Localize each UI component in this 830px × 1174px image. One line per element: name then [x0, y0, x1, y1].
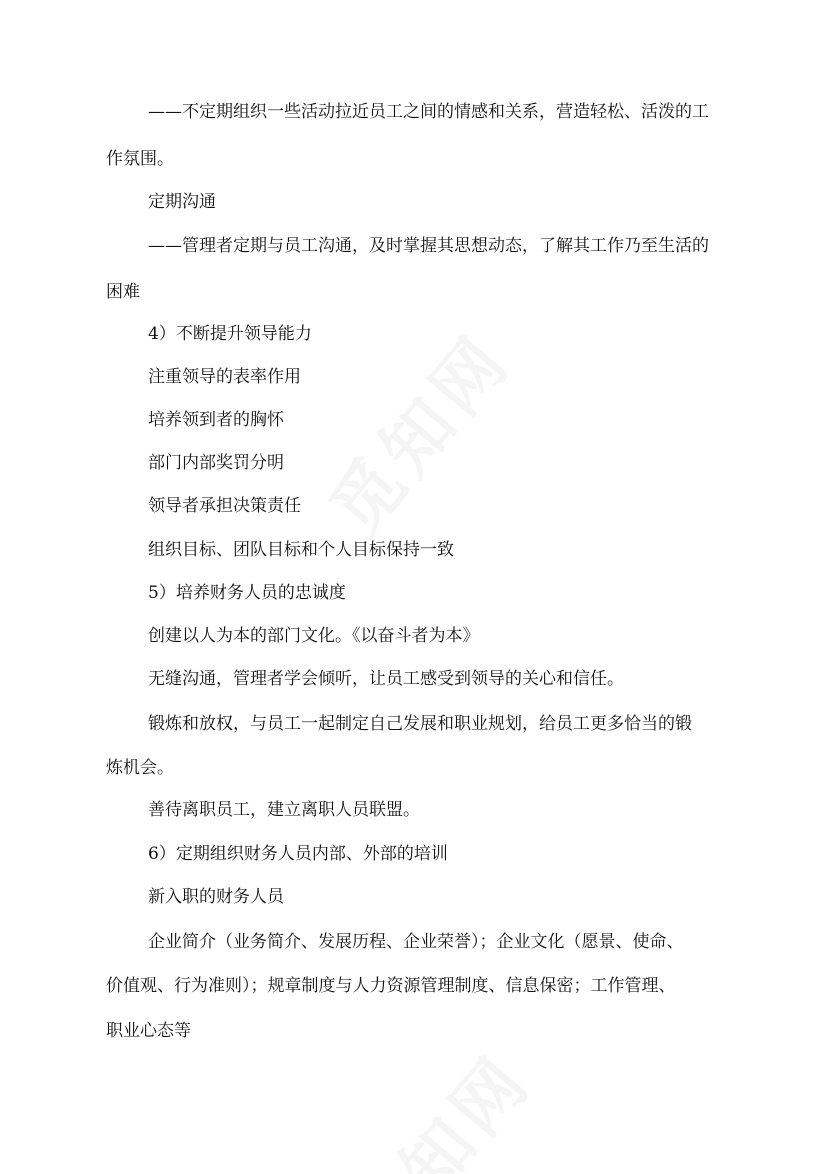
paragraph-line: ——管理者定期与员工沟通，及时掌握其思想动态，了解其工作乃至生活的: [148, 236, 709, 256]
list-item: 部门内部奖罚分明: [148, 453, 284, 473]
paragraph-line: 企业简介（业务简介、发展历程、企业荣誉）；企业文化（愿景、使命、: [148, 932, 684, 952]
list-item: 培养领到者的胸怀: [148, 410, 284, 430]
list-item: 无缝沟通，管理者学会倾听，让员工感受到领导的关心和信任。: [148, 669, 624, 689]
list-item: 组织目标、团队目标和个人目标保持一致: [148, 540, 454, 560]
list-item: 创建以人为本的部门文化。《以奋斗者为本》: [148, 626, 480, 646]
watermark: [323, 1028, 551, 1174]
paragraph-line: 定期沟通: [148, 192, 216, 212]
section-heading: 4）不断提升领导能力: [148, 324, 312, 344]
paragraph-line: 作氛围。: [106, 149, 174, 169]
paragraph-line: 炼机会。: [106, 758, 174, 778]
section-heading: 5）培养财务人员的忠诚度: [148, 583, 346, 603]
list-item: 新入职的财务人员: [148, 887, 284, 907]
paragraph-line: 困难: [106, 282, 140, 302]
list-item: 领导者承担决策责任: [148, 496, 301, 516]
paragraph-line: 职业心态等: [106, 1021, 191, 1041]
section-heading: 6）定期组织财务人员内部、外部的培训: [148, 844, 448, 864]
list-item: 善待离职员工，建立离职人员联盟。: [148, 800, 420, 820]
list-item: 注重领导的表率作用: [148, 367, 301, 387]
paragraph-line: 锻炼和放权，与员工一起制定自己发展和职业规划，给员工更多恰当的锻: [148, 714, 692, 734]
paragraph-line: 价值观、行为准则）；规章制度与人力资源管理制度、信息保密；工作管理、: [106, 976, 676, 996]
paragraph-line: ——不定期组织一些活动拉近员工之间的情感和关系，营造轻松、活泼的工: [148, 102, 709, 122]
